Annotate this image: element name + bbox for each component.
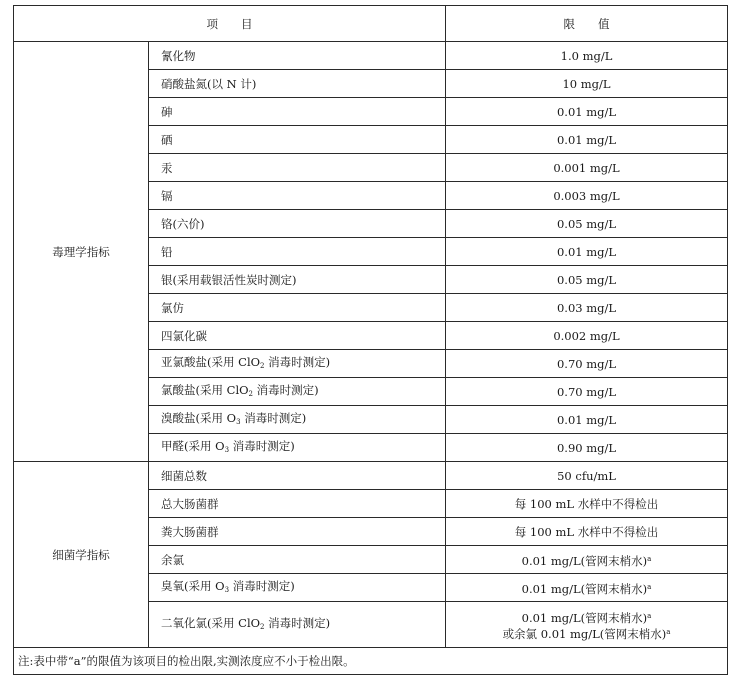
table-row <box>14 42 728 70</box>
value-cell <box>446 350 728 378</box>
item-text: 臭氧(采用 O <box>161 578 225 593</box>
item-cell <box>149 378 446 406</box>
value-line <box>452 357 721 371</box>
value-line <box>452 413 721 427</box>
value-cell <box>446 182 728 210</box>
value-text: 0.01 mg/L <box>556 244 617 259</box>
note-row <box>14 648 728 675</box>
item-cell <box>149 126 446 154</box>
item-text: 镉 <box>161 188 173 203</box>
item-text: 二氧化氯(采用 ClO <box>161 615 261 630</box>
value-text: 每 100 mL 水样中不得检出 <box>514 496 659 511</box>
item-text: 四氯化碳 <box>161 328 207 343</box>
value-cell <box>446 210 728 238</box>
value-text: 0.03 mg/L <box>556 300 617 315</box>
value-text: 0.05 mg/L <box>556 272 617 287</box>
value-line <box>452 385 721 399</box>
item-cell <box>149 518 446 546</box>
item-text: 粪大肠菌群 <box>161 524 219 539</box>
value-cell <box>446 518 728 546</box>
item-text: 银(采用载银活性炭时测定) <box>161 272 297 287</box>
item-text: 亚氯酸盐(采用 ClO <box>161 354 261 369</box>
value-cell <box>446 70 728 98</box>
value-text: 0.01 mg/L(管网末梢水) <box>521 553 648 568</box>
value-text: 0.70 mg/L <box>556 384 617 399</box>
item-text: 溴酸盐(采用 O <box>161 410 237 425</box>
standards-table <box>13 5 728 675</box>
item-text-tail: 消毒时测定) <box>229 578 295 593</box>
value-cell <box>446 294 728 322</box>
value-cell <box>446 574 728 602</box>
item-text: 细菌总数 <box>161 468 207 483</box>
value-line <box>452 525 721 539</box>
item-text: 氰化物 <box>161 48 196 63</box>
value-text: 0.001 mg/L <box>553 160 620 175</box>
value-cell <box>446 42 728 70</box>
value-cell <box>446 406 728 434</box>
item-cell <box>149 434 446 462</box>
item-cell <box>149 490 446 518</box>
item-cell <box>149 322 446 350</box>
value-text: 0.01 mg/L <box>556 132 617 147</box>
value-line <box>452 245 721 259</box>
value-line <box>452 301 721 315</box>
value-line <box>452 49 721 63</box>
value-cell <box>446 602 728 648</box>
value-superscript: a <box>647 554 652 563</box>
value-text: 或余氯 0.01 mg/L(管网末梢水) <box>502 626 667 641</box>
item-subscript: 2 <box>260 361 265 370</box>
item-text: 总大肠菌群 <box>161 496 219 511</box>
value-superscript: a <box>666 627 671 636</box>
item-text-tail: 消毒时测定) <box>264 615 331 630</box>
item-cell <box>149 42 446 70</box>
header-limit: 限 值 <box>446 6 728 42</box>
value-cell <box>446 126 728 154</box>
value-text: 0.01 mg/L(管网末梢水) <box>521 581 648 596</box>
item-text: 氯仿 <box>161 300 184 315</box>
header-item: 项 目 <box>14 6 446 42</box>
value-line <box>452 552 721 568</box>
value-line <box>452 161 721 175</box>
value-cell <box>446 462 728 490</box>
value-cell <box>446 238 728 266</box>
item-cell <box>149 266 446 294</box>
value-text: 0.05 mg/L <box>556 216 617 231</box>
item-subscript: 3 <box>224 585 230 594</box>
table-row <box>14 462 728 490</box>
item-cell <box>149 182 446 210</box>
table-note: 注:表中带“a”的限值为该项目的检出限,实测浓度应不小于检出限。 <box>14 648 728 675</box>
value-text: 每 100 mL 水样中不得检出 <box>514 524 659 539</box>
value-text: 0.002 mg/L <box>553 328 620 343</box>
value-line <box>452 580 721 596</box>
item-text: 汞 <box>161 160 173 175</box>
item-cell <box>149 210 446 238</box>
value-text: 1.0 mg/L <box>560 48 613 63</box>
value-superscript: a <box>647 582 652 591</box>
value-line <box>452 609 721 625</box>
value-line <box>452 497 721 511</box>
value-line <box>452 105 721 119</box>
value-line <box>452 77 721 91</box>
value-cell <box>446 378 728 406</box>
item-cell <box>149 574 446 602</box>
item-cell <box>149 546 446 574</box>
item-cell <box>149 98 446 126</box>
value-text: 0.70 mg/L <box>556 356 617 371</box>
item-cell <box>149 350 446 378</box>
item-subscript: 3 <box>236 417 241 426</box>
item-text: 铅 <box>161 244 173 259</box>
value-line <box>452 441 721 455</box>
value-line <box>452 133 721 147</box>
value-cell <box>446 266 728 294</box>
value-cell <box>446 434 728 462</box>
value-text: 0.01 mg/L <box>556 104 617 119</box>
item-cell <box>149 154 446 182</box>
value-text: 50 cfu/mL <box>557 468 616 483</box>
item-subscript: 3 <box>224 445 230 454</box>
value-line <box>452 469 721 483</box>
value-text: 10 mg/L <box>562 76 611 91</box>
item-text-tail: 消毒时测定) <box>240 410 307 425</box>
item-text: 氯酸盐(采用 ClO <box>161 382 249 397</box>
value-cell <box>446 322 728 350</box>
item-text: 余氯 <box>161 552 184 567</box>
item-text-tail: 消毒时测定) <box>253 382 319 397</box>
item-cell <box>149 238 446 266</box>
item-cell <box>149 462 446 490</box>
item-text-tail: 消毒时测定) <box>264 354 331 369</box>
item-text: 硒 <box>161 132 173 147</box>
value-line <box>452 217 721 231</box>
item-text: 甲醛(采用 O <box>161 438 225 453</box>
category-cell: 细菌学指标 <box>14 462 149 648</box>
value-line <box>452 329 721 343</box>
item-text: 砷 <box>161 104 173 119</box>
item-text: 铬(六价) <box>161 216 205 231</box>
value-superscript: a <box>647 611 652 620</box>
value-cell <box>446 490 728 518</box>
value-cell <box>446 546 728 574</box>
value-cell <box>446 154 728 182</box>
item-cell <box>149 406 446 434</box>
value-line <box>452 625 721 641</box>
value-line <box>452 189 721 203</box>
category-cell: 毒理学指标 <box>14 42 149 462</box>
item-text: 硝酸盐氮(以 N 计) <box>161 76 257 91</box>
value-text: 0.003 mg/L <box>553 188 620 203</box>
header-row <box>14 6 728 42</box>
value-text: 0.90 mg/L <box>556 440 617 455</box>
item-subscript: 2 <box>260 622 265 631</box>
value-text: 0.01 mg/L <box>556 412 617 427</box>
value-text: 0.01 mg/L(管网末梢水) <box>521 610 648 625</box>
item-subscript: 2 <box>248 389 254 398</box>
item-cell <box>149 70 446 98</box>
item-cell <box>149 294 446 322</box>
value-line <box>452 273 721 287</box>
value-cell <box>446 98 728 126</box>
item-cell <box>149 602 446 648</box>
item-text-tail: 消毒时测定) <box>229 438 295 453</box>
